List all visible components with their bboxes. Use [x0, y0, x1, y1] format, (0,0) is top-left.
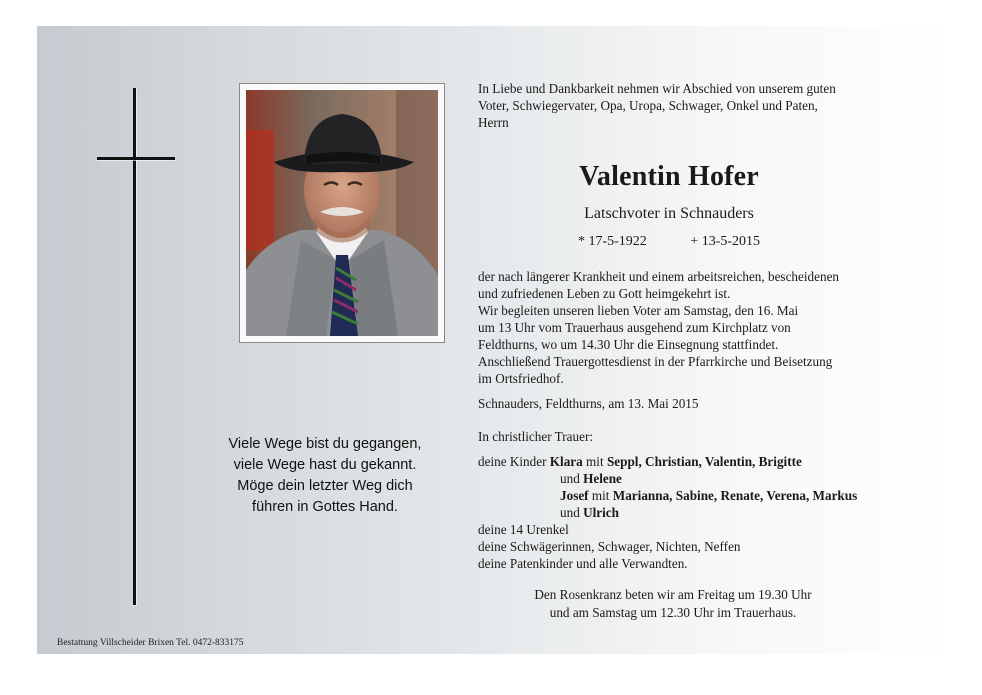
mit-word: mit: [586, 454, 604, 469]
body-line: Anschließend Trauergottesdienst in der Pfarrkirche und Beisetzung: [478, 354, 833, 369]
birth-date: * 17-5-1922: [577, 234, 647, 249]
announcement-body: [478, 268, 839, 387]
funeral-home-footer: Bestattung Villscheider Brixen Tel. 0472-833175: [57, 638, 244, 648]
intro-line: Herrn: [478, 115, 509, 130]
partner-names: Marianna, Sabine, Renate, Verena, Markus: [612, 488, 858, 503]
body-line: und zufriedenen Leben zu Gott heimgekehrt ist.: [478, 286, 731, 301]
mourners-list: [478, 453, 857, 572]
und-word: und: [560, 471, 580, 486]
partner-names: Helene: [583, 471, 622, 486]
kinder-line: [478, 470, 857, 487]
rosary-line: und am Samstag um 12.30 Uhr im Trauerhaus.: [549, 605, 797, 620]
kinder-line: [478, 487, 857, 504]
poem-line: führen in Gottes Hand.: [252, 499, 398, 515]
cross-horizontal-bar: [97, 157, 175, 160]
kinder-line: [478, 453, 857, 470]
deceased-name: Valentin Hofer: [579, 161, 759, 192]
deceased-subtitle: Latschvoter in Schnauders: [584, 205, 754, 222]
death-date: + 13-5-2015: [690, 234, 761, 249]
mourning-heading: In christlicher Trauer:: [478, 429, 593, 444]
body-line: der nach längerer Krankheit und einem arbeitsreichen, bescheidenen: [478, 269, 840, 284]
kinder-prefix: deine Kinder: [478, 454, 547, 469]
poem-line: viele Wege hast du gekannt.: [233, 457, 417, 473]
poem: [205, 434, 445, 518]
child-name: Klara: [549, 454, 583, 469]
mit-word: mit: [591, 488, 610, 503]
rosary-line: Den Rosenkranz beten wir am Freitag um 19.30 Uhr: [534, 587, 812, 602]
intro-line: In Liebe und Dankbarkeit nehmen wir Abschied von unserem guten: [478, 81, 836, 96]
intro-text: [478, 80, 908, 131]
body-line: im Ortsfriedhof.: [478, 371, 564, 386]
relatives-line: deine 14 Urenkel: [478, 522, 569, 537]
und-word: und: [560, 505, 580, 520]
life-dates: [478, 233, 860, 251]
partner-names: Ulrich: [583, 505, 619, 520]
portrait-illustration: [246, 90, 438, 336]
poem-line: Viele Wege bist du gegangen,: [228, 436, 422, 452]
cross-vertical-bar: [133, 88, 136, 605]
partner-names: Seppl, Christian, Valentin, Brigitte: [606, 454, 802, 469]
body-line: Wir begleiten unseren lieben Voter am Samstag, den 16. Mai: [478, 303, 799, 318]
kinder-line: [478, 504, 857, 521]
relatives-line: deine Schwägerinnen, Schwager, Nichten, Neffen: [478, 539, 741, 554]
body-line: Feldthurns, wo um 14.30 Uhr die Einsegnung stattfindet.: [478, 337, 779, 352]
portrait-frame: [239, 83, 445, 343]
portrait-photo: [246, 90, 438, 336]
place-date: Schnauders, Feldthurns, am 13. Mai 2015: [478, 396, 699, 411]
relatives-line: deine Patenkinder und alle Verwandten.: [478, 556, 688, 571]
child-name: Josef: [560, 488, 589, 503]
poem-line: Möge dein letzter Weg dich: [237, 478, 413, 494]
rosary-info: [478, 586, 868, 622]
intro-line: Voter, Schwiegervater, Opa, Uropa, Schwager, Onkel und Paten,: [478, 98, 818, 113]
body-line: um 13 Uhr vom Trauerhaus ausgehend zum Kirchplatz von: [478, 320, 791, 335]
